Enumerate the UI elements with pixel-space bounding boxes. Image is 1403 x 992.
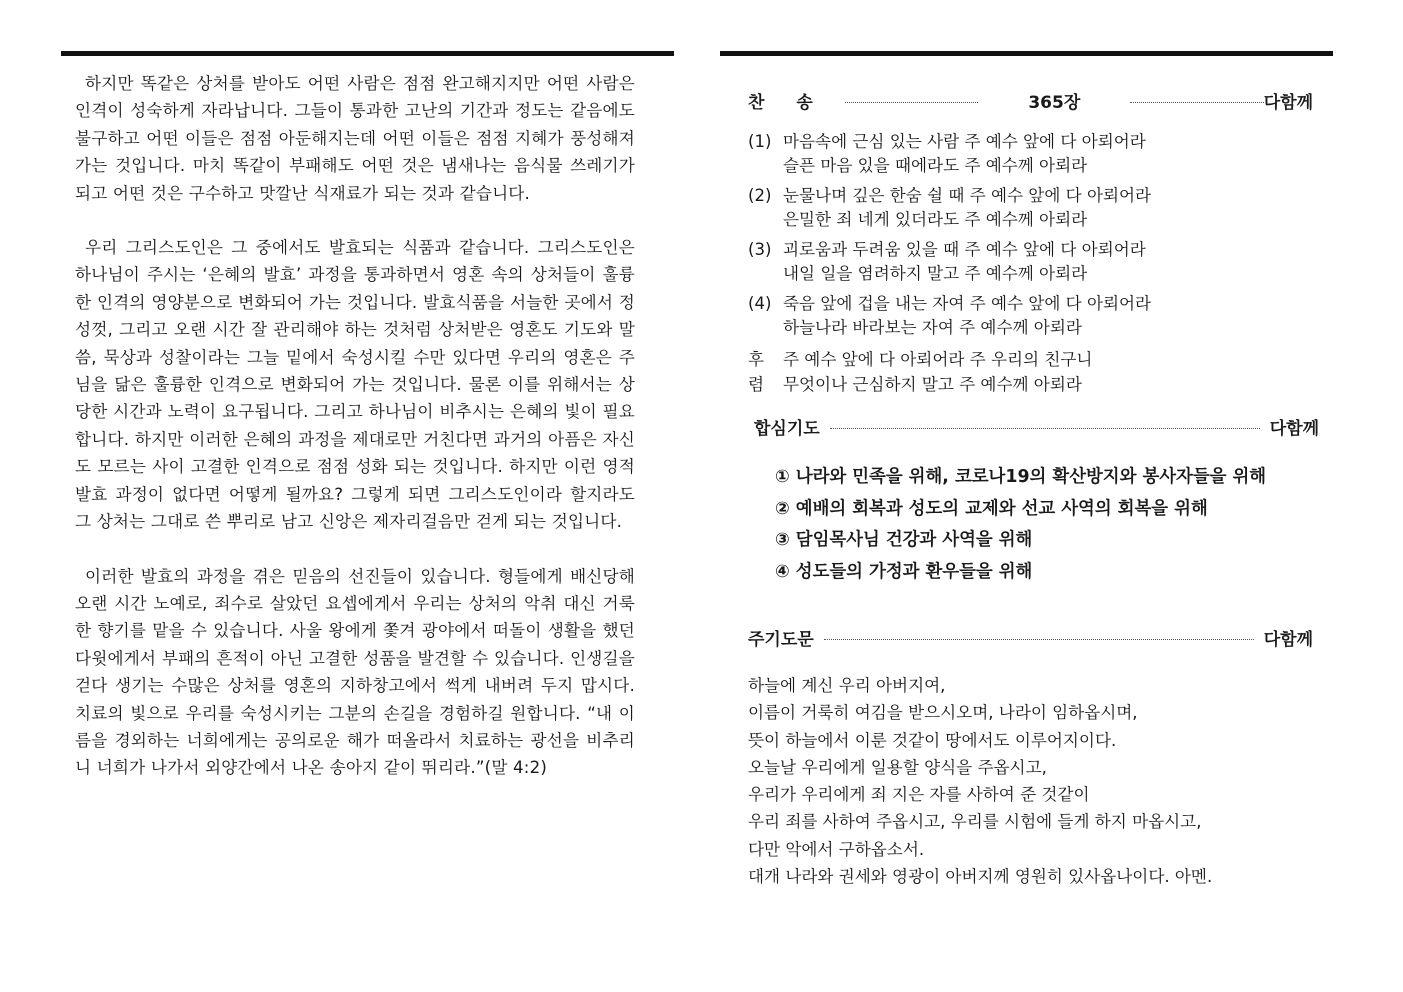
hymn-verse-4: [748, 292, 1308, 340]
prayer-participants: 다함께: [1269, 419, 1319, 439]
lords-prayer-line: 오늘날 우리에게 일용할 양식을 주옵시고,: [748, 757, 1047, 777]
hymn-label: 찬송: [748, 93, 845, 113]
sermon-paragraph-1: 하지만 똑같은 상처를 받아도 어떤 사람은 점점 완고해지지만 어떤 사람은 인격이 성숙하게 자라납니다. 그들이 통과한 고난의 기간과 정도는 같음에도 불구하고 어떤 이들은 점점 아둔해지는데 어떤 이들은 점점 지혜가 풍성해져가는 것입니다. 마치 똑같이 부패해도 어떤 것은 냄새나는 음식물 쓰레기가 되고 어떤 것은 구수하고 맛깔난 식재료가 되는 것과 같습니다.: [75, 74, 635, 203]
prayer-item: ② 예배의 회복과 성도의 교제와 선교 사역의 회복을 위해: [775, 498, 1208, 519]
sermon-paragraph-3: 이러한 발효의 과정을 겪은 믿음의 선진들이 있습니다. 형들에게 배신당해 오랜 시간 노예로, 죄수로 살았던 요셉에게서 우리는 상처의 악취 대신 거룩한 향기를 맡을 수 있습니다. 사울 왕에게 쫓겨 광야에서 떠돌이 생활을 했던 다윗에게서 부패의 흔적이 아닌 고결한 성품을 발견할 수 있습니다. 인생길을 걷다 생기는 수많은 상처를 영혼의 지하창고에서 썩게 내버려 두지 맙시다. 치료의 빛으로 우리를 숙성시키는 그분의 손길을 경험하길 원합니다. “내 이름을 경외하는 너희에게는 공의로운 해가 떠올라서 치료하는 광선을 비추리니 너희가 나가서 외양간에서 나온 송아지 같이 뛰리라.”(말 4:2): [75, 566, 635, 778]
lords-prayer-text: [748, 672, 1212, 890]
hymn-verse-1: [748, 130, 1308, 178]
refrain-label: 후: [748, 350, 765, 369]
verse-line: 내일 일을 염려하지 말고 주 예수께 아뢰라: [783, 264, 1088, 283]
leader-dots: [1130, 102, 1263, 103]
verse-number: (1): [748, 132, 772, 151]
hymn-verses: [748, 130, 1308, 346]
hymn-verse-2: [748, 184, 1308, 232]
verse-line: 하늘나라 바라보는 자여 주 예수께 아뢰라: [783, 318, 1082, 337]
lords-prayer-heading: [748, 625, 1313, 650]
refrain-line: 무엇이나 근심하지 말고 주 예수께 아뢰라: [783, 375, 1082, 394]
verse-line: 괴로움과 두려움 있을 때 주 예수 앞에 다 아뢰어라: [783, 240, 1146, 259]
sermon-column: [75, 70, 635, 782]
leader-dots: [830, 428, 1260, 429]
prayer-heading: [754, 414, 1319, 439]
lords-prayer-participants: 다함께: [1263, 630, 1313, 650]
prayer-label: 합심기도: [754, 419, 820, 439]
verse-number: (3): [748, 240, 772, 259]
leader-dots: [824, 639, 1254, 640]
prayer-items: [775, 462, 1266, 588]
hymn-participants: 다함께: [1263, 93, 1313, 113]
lords-prayer-line: 하늘에 계신 우리 아버지여,: [748, 676, 946, 695]
lords-prayer-line: 우리 죄를 사하여 주옵시고, 우리를 시험에 들게 하지 마옵시고,: [748, 812, 1202, 832]
prayer-item: ③ 담임목사님 건강과 사역을 위해: [775, 530, 1033, 550]
leader-dots: [845, 102, 978, 103]
prayer-item: ① 나라와 민족을 위해, 코로나19의 확산방지와 봉사자들을 위해: [775, 467, 1267, 487]
verse-number: (2): [748, 186, 772, 205]
worship-order-column: [720, 0, 1333, 992]
hymn-heading: [748, 88, 1313, 113]
lords-prayer-line: 다만 악에서 구하옵소서.: [748, 839, 925, 859]
lords-prayer-label: 주기도문: [748, 630, 814, 650]
verse-number: (4): [748, 294, 772, 313]
lords-prayer-line: 우리가 우리에게 죄 지은 자를 사하여 준 것같이: [748, 785, 1090, 805]
hymn-refrain: [748, 347, 1092, 397]
verse-line: 마음속에 근심 있는 사람 주 예수 앞에 다 아뢰어라: [783, 132, 1146, 151]
verse-line: 슬픈 마음 있을 때에라도 주 예수께 아뢰라: [783, 156, 1088, 175]
lords-prayer-line: 뜻이 하늘에서 이룬 것같이 땅에서도 이루어지이다.: [748, 730, 1117, 750]
top-rule-left: [61, 51, 674, 56]
sermon-paragraph-2: 우리 그리스도인은 그 중에서도 발효되는 식품과 같습니다. 그리스도인은 하나님이 주시는 ‘은혜의 발효’ 과정을 통과하면서 영혼 속의 상처들이 훌륭한 인격의 영양분으로 변화되어 가는 것입니다. 발효식품을 서늘한 곳에서 정성껏, 그리고 오랜 시간 잘 관리해야 하는 것처럼 상처받은 영혼도 기도와 말씀, 묵상과 성찰이라는 그늘 밑에서 숙성시킬 수만 있다면 우리의 영혼은 주님을 닮은 훌륭한 인격으로 변화되어 가는 것입니다. 물론 이를 위해서는 상당한 시간과 노력이 요구됩니다. 그리고 하나님이 비추시는 은혜의 빛이 필요합니다. 하지만 이러한 은혜의 과정을 제대로만 거친다면 과거의 아픔은 자신도 모르는 사이 고결한 인격으로 점점 성화 되는 것입니다. 하지만 이런 영적 발효 과정이 없다면 어떻게 될까요? 그렇게 되면 그리스도인이라 할지라도 그 상처는 그대로 쓴 뿌리로 남고 신앙은 제자리걸음만 걷게 되는 것입니다.: [75, 238, 635, 532]
verse-line: 은밀한 죄 네게 있더라도 주 예수께 아뢰라: [783, 210, 1088, 229]
refrain-line: 주 예수 앞에 다 아뢰어라 주 우리의 친구니: [783, 350, 1093, 369]
prayer-item: ④ 성도들의 가정과 환우들을 위해: [775, 561, 1033, 582]
verse-line: 죽음 앞에 겁을 내는 자여 주 예수 앞에 다 아뢰어라: [783, 294, 1152, 313]
verse-line: 눈물나며 깊은 한숨 쉴 때 주 예수 앞에 다 아뢰어라: [783, 186, 1152, 205]
hymn-number: 365장: [1028, 93, 1081, 113]
lords-prayer-line: 이름이 거룩히 여김을 받으시오며, 나라이 임하옵시며,: [748, 703, 1138, 723]
lords-prayer-line: 대개 나라와 권세와 영광이 아버지께 영원히 있사옵나이다. 아멘.: [748, 867, 1213, 887]
refrain-label: 렴: [748, 375, 765, 394]
hymn-verse-3: [748, 238, 1308, 286]
